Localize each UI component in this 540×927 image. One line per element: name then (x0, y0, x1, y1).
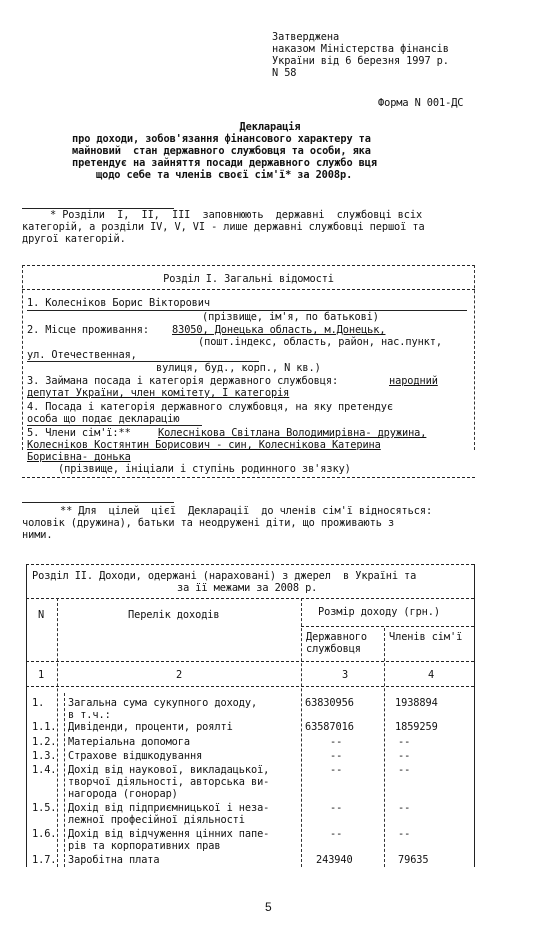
position-value-2: депутат України, член комітету, I категорія (27, 387, 290, 399)
income-row-family-value: 1938894 (395, 697, 438, 709)
income-row-label: Страхове відшкодування (68, 750, 203, 762)
income-row-n: 1.5. (32, 802, 57, 814)
income-row-state-value: 243940 (316, 854, 353, 866)
title-line-1: Декларація (239, 121, 301, 133)
income-row-n: 1. (32, 697, 45, 709)
col-header-size: Розмір доходу (грн.) (318, 606, 440, 618)
income-row-label-cont: в т.ч.: (68, 709, 111, 721)
page-number: 5 (265, 900, 272, 914)
income-row-state-value: -- (330, 802, 343, 814)
footnote2-line-3: ними. (22, 529, 53, 541)
col-number-4: 4 (428, 669, 435, 681)
income-row-label-cont: творчої діяльності, авторська ви- (68, 776, 270, 788)
income-row-n: 1.2. (32, 736, 57, 748)
approval-line-3: України від 6 березня 1997 р. (272, 55, 449, 67)
section1-header: Розділ I. Загальні відомості (163, 273, 334, 285)
table-border-left (26, 564, 27, 867)
section1-bottom-border (22, 477, 475, 478)
income-row-label: Заробітна плата (68, 854, 160, 866)
residence-label: 2. Місце проживання: (27, 324, 149, 336)
income-row-state-value: 63830956 (305, 697, 354, 709)
footnote1-line-3: другої категорій. (22, 233, 126, 245)
income-row-family-value: -- (398, 802, 411, 814)
col-header-family: Членів сім'ї (389, 631, 463, 643)
table-col-list-divider (301, 598, 302, 867)
title-line-2: про доходи, зобов'язання фінансового характеру та (72, 133, 371, 145)
income-row-label-cont: рів та корпоративних прав (68, 840, 221, 852)
title-line-3: майновий стан державного службовця та особи, яка (72, 145, 371, 157)
section1-right-border (474, 265, 475, 450)
position-value-1: народний (389, 375, 438, 387)
declarant-name: 1. Колесніков Борис Вікторович (27, 297, 210, 309)
income-row-state-value: -- (330, 750, 343, 762)
table-border-right (474, 564, 475, 867)
col-header-bottom-border (26, 661, 474, 662)
footnote2-line-1: ** Для цілей цієї Декларації до членів сім'ї відносяться: (60, 505, 433, 517)
income-row-label: Загальна сума сукупного доходу, (68, 697, 258, 709)
footnote1-line-2: категорій, а розділи IV, V, VI - лише державні службовці першої та (22, 221, 425, 233)
income-row-state-value: -- (330, 736, 343, 748)
section1-left-border (22, 265, 23, 450)
footnote2-line-2: чоловік (дружина), батьки та неодружені діти, що проживають з (22, 517, 395, 529)
income-row-label-cont: лежної професійної діяльності (68, 814, 245, 826)
position-label: 3. Займана посада і категорія державного службовця: (27, 375, 339, 387)
col-number-bottom-border (26, 686, 474, 687)
income-row-n: 1.1. (32, 721, 57, 733)
income-row-family-value: 1859259 (395, 721, 438, 733)
residence-hint: (пошт.індекс, область, район, нас.пункт, (198, 336, 442, 348)
income-row-state-value: 63587016 (305, 721, 354, 733)
residence-street: ул. Отечественная, (27, 349, 137, 361)
title-line-4: претендує на зайняття посади державного службо вця (72, 157, 377, 169)
income-row-n: 1.6. (32, 828, 57, 840)
income-row-label-cont: нагорода (гонорар) (68, 788, 178, 800)
income-row-family-value: -- (398, 736, 411, 748)
declarant-name-hint: (прізвище, ім'я, по батькові) (202, 311, 379, 323)
income-row-n: 1.7. (32, 854, 57, 866)
income-row-label: Дохід від відчуження цінних папе- (68, 828, 270, 840)
col-header-list: Перелік доходів (128, 609, 220, 621)
col-number-3: 3 (342, 669, 349, 681)
income-row-n: 1.4. (32, 764, 57, 776)
section2-header-border (26, 598, 474, 599)
approval-line-1: Затверджена (272, 31, 340, 43)
family-hint: (прізвище, ініціали і ступінь родинного зв'язку) (58, 463, 351, 475)
table-col-state-divider (384, 628, 385, 867)
family-value-1: Колеснікова Світлана Володимирівна- дружина, (158, 427, 427, 439)
residence-street-hint: вулиця, буд., корп., N кв.) (156, 362, 321, 374)
section1-top-border (22, 265, 475, 266)
income-row-n: 1.3. (32, 750, 57, 762)
col-number-2: 2 (176, 669, 183, 681)
income-row-state-value: -- (330, 828, 343, 840)
col-header-n: N (38, 609, 45, 621)
residence-value: 83050, Донецька область, м.Донецьк, (172, 324, 386, 336)
approval-line-2: наказом Міністерства фінансів (272, 43, 449, 55)
income-row-label: Дивіденди, проценти, роялті (68, 721, 233, 733)
size-subheader-border (301, 626, 474, 627)
target-position-line-1: 4. Посада і категорія державного службовця, на яку претендує (27, 401, 393, 413)
section2-top-border (26, 564, 474, 565)
footnote-rule-2 (22, 502, 174, 503)
section2-header-line-2: за її межами за 2008 р. (177, 582, 318, 594)
family-label: 5. Члени сім'ї:** (27, 427, 131, 439)
income-row-family-value: 79635 (398, 854, 429, 866)
income-row-family-value: -- (398, 828, 411, 840)
section2-header-line-1: Розділ II. Доходи, одержані (нараховані) з джерел в Україні та (32, 570, 417, 582)
income-row-family-value: -- (398, 750, 411, 762)
target-position-underline (27, 425, 202, 426)
table-col-n-divider (57, 598, 58, 867)
family-value-2: Колесніков Костянтин Борисович - син, Колеснікова Катерина (27, 439, 381, 451)
title-line-5: щодо себе та членів своєї сім'ї* за 2008р. (96, 169, 353, 181)
col-header-state-2: службовця (306, 643, 361, 655)
income-row-label: Матеріальна допомога (68, 736, 190, 748)
family-value-3: Борисівна- донька (27, 451, 131, 463)
col-number-1: 1 (38, 669, 45, 681)
footnote1-line-1: * Розділи I, II, III заповнюють державні службовці всіх (50, 209, 423, 221)
table-row-mark-divider (64, 693, 65, 867)
target-position-line-2: особа що подає декларацію (27, 413, 180, 425)
col-header-state-1: Державного (306, 631, 367, 643)
income-row-family-value: -- (398, 764, 411, 776)
income-row-state-value: -- (330, 764, 343, 776)
income-row-label: Дохід від підприємницької і неза- (68, 802, 270, 814)
approval-line-4: N 58 (272, 67, 297, 79)
section1-header-border (22, 289, 475, 290)
income-row-label: Дохід від наукової, викладацької, (68, 764, 270, 776)
form-number: Форма N 001-ДС (378, 97, 464, 109)
